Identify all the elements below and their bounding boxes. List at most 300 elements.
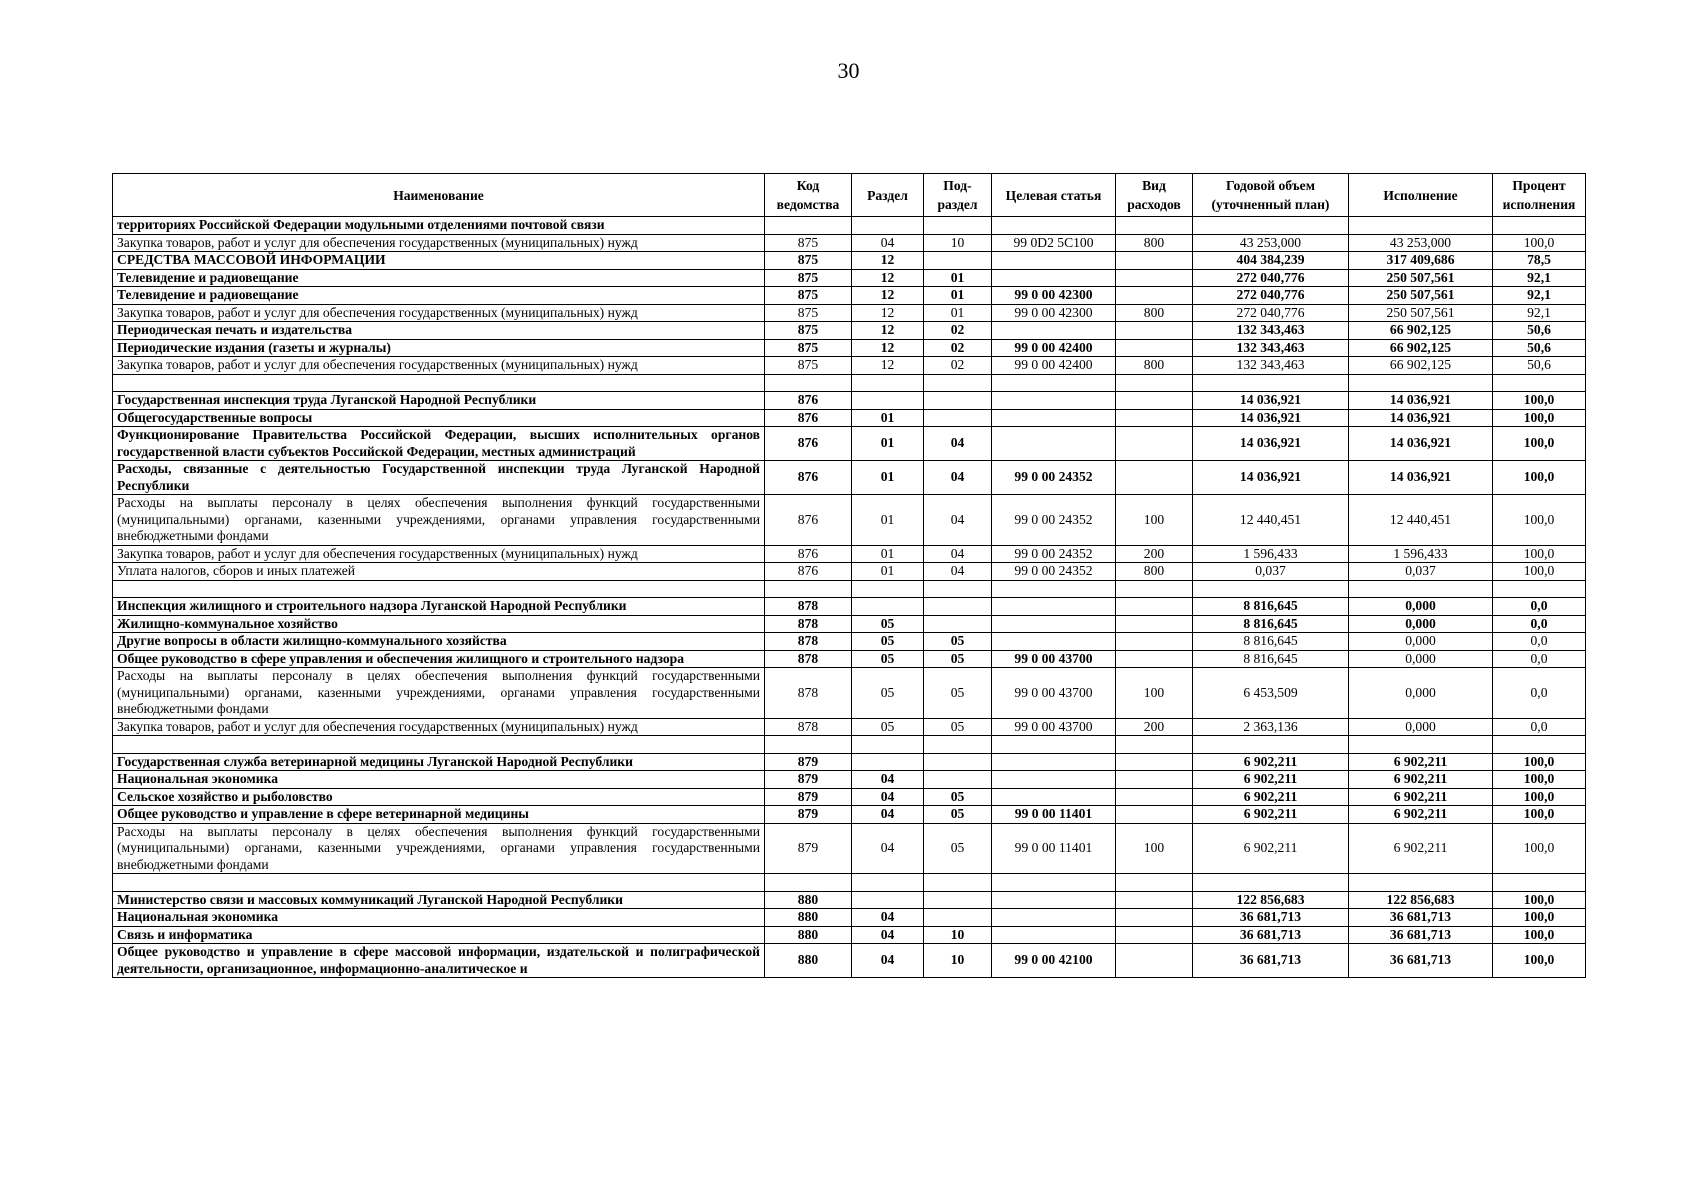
row-target	[992, 909, 1116, 927]
row-subsection: 04	[924, 563, 992, 581]
row-plan: 8 816,645	[1193, 650, 1349, 668]
header-name: Наименование	[113, 174, 765, 217]
row-name: Общее руководство и управление в сфере массовой информации, издательской и полиграфической деятельности, организационное, информационно-аналитическое и	[113, 944, 765, 978]
row-subsection: 05	[924, 718, 992, 736]
row-section	[852, 580, 924, 598]
row-plan: 14 036,921	[1193, 427, 1349, 461]
row-target	[992, 874, 1116, 892]
row-code: 878	[765, 718, 852, 736]
row-pct: 92,1	[1493, 287, 1586, 305]
row-name: Расходы на выплаты персоналу в целях обеспечения выполнения функций государственными (муниципальными) органами, казенными учреждениями, органами управления государственными внебюджетными фондами	[113, 495, 765, 546]
row-type: 800	[1116, 234, 1193, 252]
row-type: 200	[1116, 718, 1193, 736]
row-target	[992, 633, 1116, 651]
row-name: Государственная служба ветеринарной медицины Луганской Народной Республики	[113, 753, 765, 771]
row-exec: 0,000	[1349, 650, 1493, 668]
row-plan: 8 816,645	[1193, 598, 1349, 616]
row-pct	[1493, 874, 1586, 892]
row-pct: 0,0	[1493, 615, 1586, 633]
row-target: 99 0 00 42300	[992, 304, 1116, 322]
table-row	[113, 633, 1586, 651]
row-exec: 0,000	[1349, 633, 1493, 651]
row-section: 05	[852, 615, 924, 633]
table-row	[113, 563, 1586, 581]
row-name: Закупка товаров, работ и услуг для обеспечения государственных (муниципальных) нужд	[113, 304, 765, 322]
row-subsection: 04	[924, 495, 992, 546]
row-subsection	[924, 409, 992, 427]
row-name: Закупка товаров, работ и услуг для обеспечения государственных (муниципальных) нужд	[113, 234, 765, 252]
table-row-blank	[113, 374, 1586, 392]
row-section: 12	[852, 322, 924, 340]
table-row	[113, 771, 1586, 789]
row-subsection	[924, 874, 992, 892]
row-section	[852, 217, 924, 235]
table-row	[113, 788, 1586, 806]
row-exec: 36 681,713	[1349, 909, 1493, 927]
row-pct: 0,0	[1493, 633, 1586, 651]
row-exec: 6 902,211	[1349, 788, 1493, 806]
row-plan: 404 384,239	[1193, 252, 1349, 270]
row-code: 876	[765, 409, 852, 427]
row-subsection: 04	[924, 427, 992, 461]
row-section: 04	[852, 944, 924, 978]
table-row	[113, 287, 1586, 305]
row-name: Закупка товаров, работ и услуг для обеспечения государственных (муниципальных) нужд	[113, 545, 765, 563]
row-type: 200	[1116, 545, 1193, 563]
row-plan: 6 902,211	[1193, 823, 1349, 874]
row-plan: 132 343,463	[1193, 339, 1349, 357]
row-type	[1116, 392, 1193, 410]
row-name: Министерство связи и массовых коммуникаций Луганской Народной Республики	[113, 891, 765, 909]
row-name: Расходы на выплаты персоналу в целях обеспечения выполнения функций государственными (муниципальными) органами, казенными учреждениями, органами управления государственными внебюджетными фондами	[113, 823, 765, 874]
header-plan: Годовой объем (уточненный план)	[1193, 174, 1349, 217]
row-plan: 132 343,463	[1193, 357, 1349, 375]
row-exec: 14 036,921	[1349, 392, 1493, 410]
row-plan: 0,037	[1193, 563, 1349, 581]
row-subsection: 02	[924, 357, 992, 375]
row-section	[852, 392, 924, 410]
row-code: 875	[765, 357, 852, 375]
row-plan	[1193, 736, 1349, 754]
row-pct: 50,6	[1493, 322, 1586, 340]
row-section	[852, 874, 924, 892]
row-pct: 0,0	[1493, 598, 1586, 616]
row-code: 875	[765, 252, 852, 270]
row-pct: 78,5	[1493, 252, 1586, 270]
row-plan: 8 816,645	[1193, 615, 1349, 633]
row-plan	[1193, 374, 1349, 392]
row-target	[992, 427, 1116, 461]
row-code: 879	[765, 788, 852, 806]
row-name: Общее руководство в сфере управления и обеспечения жилищного и строительного надзора	[113, 650, 765, 668]
row-pct: 92,1	[1493, 304, 1586, 322]
row-target	[992, 771, 1116, 789]
table-row	[113, 217, 1586, 235]
row-code: 879	[765, 806, 852, 824]
row-pct: 100,0	[1493, 909, 1586, 927]
row-pct: 100,0	[1493, 427, 1586, 461]
row-pct: 100,0	[1493, 823, 1586, 874]
row-name: Периодическая печать и издательства	[113, 322, 765, 340]
row-code: 876	[765, 545, 852, 563]
row-code	[765, 580, 852, 598]
table-row	[113, 304, 1586, 322]
table-row	[113, 615, 1586, 633]
row-plan: 6 902,211	[1193, 753, 1349, 771]
table-row	[113, 891, 1586, 909]
row-plan: 6 902,211	[1193, 771, 1349, 789]
row-section: 01	[852, 495, 924, 546]
row-name: Жилищно-коммунальное хозяйство	[113, 615, 765, 633]
row-subsection	[924, 891, 992, 909]
row-type	[1116, 736, 1193, 754]
row-section: 12	[852, 252, 924, 270]
row-code: 876	[765, 563, 852, 581]
row-type	[1116, 650, 1193, 668]
row-exec: 0,000	[1349, 718, 1493, 736]
row-exec: 122 856,683	[1349, 891, 1493, 909]
row-name: Расходы, связанные с деятельностью Государственной инспекции труда Луганской Народной Республики	[113, 461, 765, 495]
row-subsection: 05	[924, 788, 992, 806]
row-subsection: 10	[924, 944, 992, 978]
row-plan: 36 681,713	[1193, 926, 1349, 944]
row-type: 100	[1116, 495, 1193, 546]
row-exec	[1349, 874, 1493, 892]
row-section: 01	[852, 427, 924, 461]
row-type	[1116, 753, 1193, 771]
row-pct	[1493, 736, 1586, 754]
row-name: Сельское хозяйство и рыболовство	[113, 788, 765, 806]
row-section: 04	[852, 771, 924, 789]
row-type	[1116, 409, 1193, 427]
row-section: 12	[852, 339, 924, 357]
row-exec: 14 036,921	[1349, 461, 1493, 495]
row-subsection: 05	[924, 650, 992, 668]
row-section	[852, 891, 924, 909]
row-type	[1116, 615, 1193, 633]
row-pct: 50,6	[1493, 357, 1586, 375]
row-section: 12	[852, 269, 924, 287]
header-subsection: Под-раздел	[924, 174, 992, 217]
row-name: Периодические издания (газеты и журналы)	[113, 339, 765, 357]
row-pct: 50,6	[1493, 339, 1586, 357]
row-subsection	[924, 392, 992, 410]
row-pct: 100,0	[1493, 806, 1586, 824]
row-subsection: 01	[924, 269, 992, 287]
row-name: Общее руководство и управление в сфере ветеринарной медицины	[113, 806, 765, 824]
row-type	[1116, 374, 1193, 392]
row-name: территориях Российской Федерации модульными отделениями почтовой связи	[113, 217, 765, 235]
row-target: 99 0D2 5C100	[992, 234, 1116, 252]
row-section: 05	[852, 668, 924, 719]
table-row	[113, 718, 1586, 736]
row-type	[1116, 806, 1193, 824]
row-pct: 100,0	[1493, 944, 1586, 978]
row-section	[852, 736, 924, 754]
row-code: 878	[765, 598, 852, 616]
row-type	[1116, 633, 1193, 651]
row-pct: 100,0	[1493, 788, 1586, 806]
row-pct: 100,0	[1493, 234, 1586, 252]
row-section: 04	[852, 806, 924, 824]
row-section: 01	[852, 563, 924, 581]
row-name	[113, 736, 765, 754]
row-type	[1116, 461, 1193, 495]
row-exec: 43 253,000	[1349, 234, 1493, 252]
row-code: 879	[765, 823, 852, 874]
row-pct: 0,0	[1493, 650, 1586, 668]
row-section: 01	[852, 545, 924, 563]
row-code: 880	[765, 909, 852, 927]
row-type	[1116, 874, 1193, 892]
row-exec: 250 507,561	[1349, 269, 1493, 287]
row-pct: 100,0	[1493, 495, 1586, 546]
row-plan	[1193, 217, 1349, 235]
row-type	[1116, 926, 1193, 944]
table-row	[113, 668, 1586, 719]
table-row	[113, 339, 1586, 357]
row-pct: 100,0	[1493, 926, 1586, 944]
table-row	[113, 461, 1586, 495]
row-section	[852, 753, 924, 771]
row-name: Другие вопросы в области жилищно-коммунального хозяйства	[113, 633, 765, 651]
row-pct: 100,0	[1493, 771, 1586, 789]
row-target	[992, 753, 1116, 771]
table-row	[113, 357, 1586, 375]
row-name: Закупка товаров, работ и услуг для обеспечения государственных (муниципальных) нужд	[113, 718, 765, 736]
row-pct: 100,0	[1493, 409, 1586, 427]
row-exec: 66 902,125	[1349, 357, 1493, 375]
row-section: 12	[852, 287, 924, 305]
table-row-blank	[113, 580, 1586, 598]
row-exec: 6 902,211	[1349, 806, 1493, 824]
row-target: 99 0 00 11401	[992, 806, 1116, 824]
row-subsection	[924, 374, 992, 392]
row-section: 12	[852, 357, 924, 375]
table-row-blank	[113, 874, 1586, 892]
row-plan: 6 902,211	[1193, 806, 1349, 824]
row-plan: 43 253,000	[1193, 234, 1349, 252]
row-plan: 36 681,713	[1193, 944, 1349, 978]
row-name: Телевидение и радиовещание	[113, 269, 765, 287]
row-exec: 1 596,433	[1349, 545, 1493, 563]
row-code: 880	[765, 944, 852, 978]
table-row	[113, 545, 1586, 563]
row-code: 876	[765, 495, 852, 546]
row-plan: 6 453,509	[1193, 668, 1349, 719]
table-header-row	[113, 174, 1586, 217]
row-exec	[1349, 217, 1493, 235]
row-exec: 66 902,125	[1349, 339, 1493, 357]
row-code: 878	[765, 633, 852, 651]
row-subsection	[924, 252, 992, 270]
table-row	[113, 650, 1586, 668]
row-type: 100	[1116, 668, 1193, 719]
row-target	[992, 392, 1116, 410]
table-row	[113, 495, 1586, 546]
row-plan: 14 036,921	[1193, 392, 1349, 410]
row-exec: 6 902,211	[1349, 823, 1493, 874]
row-target	[992, 615, 1116, 633]
table-row	[113, 252, 1586, 270]
row-target	[992, 736, 1116, 754]
row-name: Национальная экономика	[113, 909, 765, 927]
row-section: 12	[852, 304, 924, 322]
row-subsection	[924, 753, 992, 771]
row-type: 800	[1116, 357, 1193, 375]
table-row	[113, 322, 1586, 340]
row-subsection	[924, 580, 992, 598]
row-name: Общегосударственные вопросы	[113, 409, 765, 427]
row-exec: 14 036,921	[1349, 427, 1493, 461]
row-target: 99 0 00 24352	[992, 563, 1116, 581]
row-type	[1116, 269, 1193, 287]
row-code: 876	[765, 392, 852, 410]
row-exec: 0,000	[1349, 615, 1493, 633]
row-target	[992, 891, 1116, 909]
table-row	[113, 823, 1586, 874]
row-name: Телевидение и радиовещание	[113, 287, 765, 305]
row-exec: 250 507,561	[1349, 304, 1493, 322]
row-pct: 92,1	[1493, 269, 1586, 287]
table-row	[113, 234, 1586, 252]
row-section: 05	[852, 650, 924, 668]
row-type	[1116, 427, 1193, 461]
row-section: 05	[852, 633, 924, 651]
row-code: 875	[765, 234, 852, 252]
table-row	[113, 409, 1586, 427]
row-type: 800	[1116, 563, 1193, 581]
row-code	[765, 374, 852, 392]
row-type	[1116, 252, 1193, 270]
row-subsection	[924, 771, 992, 789]
table-body	[113, 217, 1586, 978]
row-name	[113, 374, 765, 392]
row-type	[1116, 580, 1193, 598]
table-row	[113, 392, 1586, 410]
row-exec: 6 902,211	[1349, 771, 1493, 789]
row-pct	[1493, 374, 1586, 392]
row-plan: 6 902,211	[1193, 788, 1349, 806]
row-subsection	[924, 615, 992, 633]
row-section: 04	[852, 234, 924, 252]
row-target	[992, 926, 1116, 944]
row-subsection	[924, 598, 992, 616]
row-exec: 12 440,451	[1349, 495, 1493, 546]
table-row	[113, 806, 1586, 824]
row-target	[992, 409, 1116, 427]
row-exec	[1349, 736, 1493, 754]
row-subsection: 10	[924, 926, 992, 944]
row-plan: 1 596,433	[1193, 545, 1349, 563]
row-exec: 0,037	[1349, 563, 1493, 581]
row-name	[113, 580, 765, 598]
row-plan: 14 036,921	[1193, 461, 1349, 495]
row-code: 876	[765, 461, 852, 495]
row-code: 878	[765, 650, 852, 668]
row-type	[1116, 339, 1193, 357]
row-section	[852, 598, 924, 616]
row-plan: 8 816,645	[1193, 633, 1349, 651]
row-code: 878	[765, 615, 852, 633]
row-target	[992, 269, 1116, 287]
row-name: Связь и информатика	[113, 926, 765, 944]
row-section: 01	[852, 461, 924, 495]
row-pct: 100,0	[1493, 392, 1586, 410]
budget-table	[112, 173, 1586, 978]
row-target: 99 0 00 42300	[992, 287, 1116, 305]
row-target	[992, 580, 1116, 598]
table-row	[113, 269, 1586, 287]
header-target: Целевая статья	[992, 174, 1116, 217]
row-pct: 100,0	[1493, 891, 1586, 909]
row-type: 800	[1116, 304, 1193, 322]
row-code: 875	[765, 269, 852, 287]
row-code: 875	[765, 304, 852, 322]
row-type: 100	[1116, 823, 1193, 874]
row-target: 99 0 00 24352	[992, 545, 1116, 563]
row-type	[1116, 598, 1193, 616]
row-name: СРЕДСТВА МАССОВОЙ ИНФОРМАЦИИ	[113, 252, 765, 270]
row-subsection: 04	[924, 545, 992, 563]
row-target: 99 0 00 24352	[992, 495, 1116, 546]
row-plan: 272 040,776	[1193, 269, 1349, 287]
row-code	[765, 736, 852, 754]
row-pct	[1493, 217, 1586, 235]
table-row	[113, 427, 1586, 461]
row-exec	[1349, 374, 1493, 392]
row-exec: 250 507,561	[1349, 287, 1493, 305]
row-exec: 0,000	[1349, 598, 1493, 616]
row-subsection: 02	[924, 322, 992, 340]
row-name	[113, 874, 765, 892]
row-plan: 132 343,463	[1193, 322, 1349, 340]
row-name: Государственная инспекция труда Луганской Народной Республики	[113, 392, 765, 410]
table-row	[113, 598, 1586, 616]
page-number: 30	[837, 58, 860, 83]
row-target	[992, 374, 1116, 392]
row-code	[765, 874, 852, 892]
row-target: 99 0 00 42400	[992, 357, 1116, 375]
row-code: 875	[765, 322, 852, 340]
row-code: 880	[765, 926, 852, 944]
row-type	[1116, 944, 1193, 978]
row-type	[1116, 217, 1193, 235]
row-plan: 272 040,776	[1193, 304, 1349, 322]
row-code: 879	[765, 771, 852, 789]
row-subsection: 10	[924, 234, 992, 252]
row-section: 01	[852, 409, 924, 427]
row-exec: 317 409,686	[1349, 252, 1493, 270]
row-subsection	[924, 909, 992, 927]
row-plan: 12 440,451	[1193, 495, 1349, 546]
row-subsection: 02	[924, 339, 992, 357]
row-target: 99 0 00 42400	[992, 339, 1116, 357]
row-target: 99 0 00 43700	[992, 650, 1116, 668]
table-row	[113, 909, 1586, 927]
row-plan: 122 856,683	[1193, 891, 1349, 909]
row-subsection: 04	[924, 461, 992, 495]
table-row	[113, 926, 1586, 944]
row-name: Функционирование Правительства Российской Федерации, высших исполнительных органов государственной власти субъектов Российской Федерации, местных администраций	[113, 427, 765, 461]
row-plan	[1193, 580, 1349, 598]
row-name: Уплата налогов, сборов и иных платежей	[113, 563, 765, 581]
row-section: 05	[852, 718, 924, 736]
row-name: Инспекция жилищного и строительного надзора Луганской Народной Республики	[113, 598, 765, 616]
row-name: Национальная экономика	[113, 771, 765, 789]
row-subsection: 05	[924, 668, 992, 719]
row-exec: 66 902,125	[1349, 322, 1493, 340]
